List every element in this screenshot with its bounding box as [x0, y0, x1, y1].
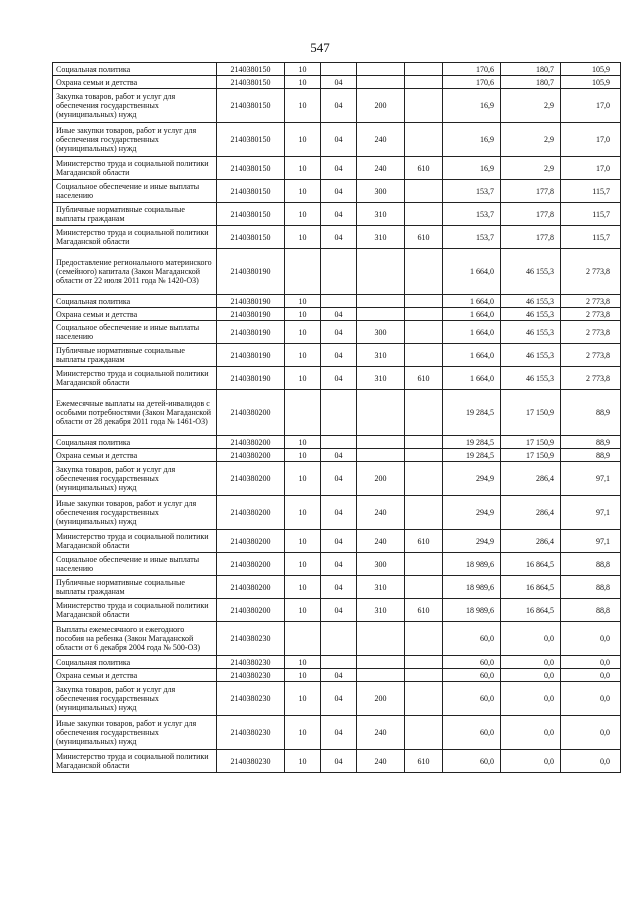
row-value-3: 97,1	[561, 530, 621, 553]
row-section: 10	[285, 716, 321, 750]
row-subsection: 04	[321, 180, 357, 203]
row-section: 10	[285, 89, 321, 123]
budget-table	[52, 62, 621, 773]
table-row	[53, 249, 621, 295]
row-department	[405, 462, 443, 496]
row-department	[405, 203, 443, 226]
row-value-2: 16 864,5	[501, 553, 561, 576]
row-value-1: 294,9	[443, 462, 501, 496]
row-subsection: 04	[321, 344, 357, 367]
table-row	[53, 367, 621, 390]
row-name: Ежемесячные выплаты на детей-инвалидов с особыми потребностями (Закон Магаданской области от 28 декабря 2011 года № 1461-ОЗ)	[53, 390, 217, 436]
row-department	[405, 669, 443, 682]
row-target-code: 2140380200	[217, 390, 285, 436]
row-department	[405, 308, 443, 321]
row-subsection	[321, 656, 357, 669]
row-value-1: 60,0	[443, 716, 501, 750]
row-value-3: 88,8	[561, 576, 621, 599]
table-row	[53, 321, 621, 344]
row-department	[405, 622, 443, 656]
row-target-code: 2140380190	[217, 295, 285, 308]
row-name: Социальная политика	[53, 436, 217, 449]
row-value-2: 46 155,3	[501, 321, 561, 344]
row-subsection	[321, 390, 357, 436]
row-target-code: 2140380150	[217, 203, 285, 226]
row-department	[405, 321, 443, 344]
row-expense-type	[357, 308, 405, 321]
row-expense-type: 310	[357, 203, 405, 226]
row-department	[405, 390, 443, 436]
row-value-2: 286,4	[501, 496, 561, 530]
row-value-3: 0,0	[561, 669, 621, 682]
table-row	[53, 123, 621, 157]
row-department	[405, 89, 443, 123]
row-value-2: 2,9	[501, 123, 561, 157]
table-row	[53, 449, 621, 462]
row-department	[405, 344, 443, 367]
row-name: Закупка товаров, работ и услуг для обеспечения государственных (муниципальных) нужд	[53, 682, 217, 716]
row-value-1: 1 664,0	[443, 295, 501, 308]
row-department: 610	[405, 599, 443, 622]
row-value-1: 60,0	[443, 669, 501, 682]
row-value-1: 19 284,5	[443, 436, 501, 449]
table-row	[53, 76, 621, 89]
row-target-code: 2140380150	[217, 76, 285, 89]
row-expense-type	[357, 656, 405, 669]
row-value-3: 115,7	[561, 180, 621, 203]
row-value-3: 2 773,8	[561, 344, 621, 367]
row-department	[405, 449, 443, 462]
row-expense-type: 240	[357, 157, 405, 180]
row-expense-type	[357, 669, 405, 682]
row-section: 10	[285, 63, 321, 76]
row-value-1: 18 989,6	[443, 599, 501, 622]
row-subsection: 04	[321, 449, 357, 462]
row-target-code: 2140380150	[217, 63, 285, 76]
table-row	[53, 750, 621, 773]
row-value-2: 16 864,5	[501, 599, 561, 622]
row-target-code: 2140380190	[217, 344, 285, 367]
row-department	[405, 436, 443, 449]
row-value-2: 0,0	[501, 682, 561, 716]
row-value-2: 46 155,3	[501, 308, 561, 321]
row-target-code: 2140380150	[217, 226, 285, 249]
row-value-2: 177,8	[501, 180, 561, 203]
table-row	[53, 496, 621, 530]
row-value-1: 19 284,5	[443, 390, 501, 436]
row-name: Министерство труда и социальной политики Магаданской области	[53, 750, 217, 773]
row-expense-type: 240	[357, 716, 405, 750]
row-value-2: 2,9	[501, 157, 561, 180]
row-name: Иные закупки товаров, работ и услуг для обеспечения государственных (муниципальных) нужд	[53, 496, 217, 530]
row-value-3: 105,9	[561, 63, 621, 76]
row-value-1: 153,7	[443, 203, 501, 226]
row-value-3: 17,0	[561, 123, 621, 157]
row-expense-type: 240	[357, 530, 405, 553]
row-target-code: 2140380150	[217, 123, 285, 157]
row-section: 10	[285, 669, 321, 682]
row-department: 610	[405, 367, 443, 390]
row-department	[405, 576, 443, 599]
row-name: Закупка товаров, работ и услуг для обеспечения государственных (муниципальных) нужд	[53, 462, 217, 496]
table-row	[53, 89, 621, 123]
row-value-3: 88,9	[561, 390, 621, 436]
row-value-1: 170,6	[443, 63, 501, 76]
row-subsection	[321, 622, 357, 656]
row-name: Социальное обеспечение и иные выплаты населению	[53, 180, 217, 203]
row-expense-type: 300	[357, 180, 405, 203]
row-target-code: 2140380190	[217, 249, 285, 295]
row-subsection: 04	[321, 367, 357, 390]
table-row	[53, 716, 621, 750]
row-name: Охрана семьи и детства	[53, 308, 217, 321]
row-value-3: 2 773,8	[561, 321, 621, 344]
row-subsection	[321, 249, 357, 295]
row-value-2: 46 155,3	[501, 344, 561, 367]
table-row	[53, 180, 621, 203]
row-name: Публичные нормативные социальные выплаты гражданам	[53, 344, 217, 367]
row-subsection: 04	[321, 157, 357, 180]
row-section: 10	[285, 682, 321, 716]
row-subsection: 04	[321, 750, 357, 773]
row-value-2: 180,7	[501, 63, 561, 76]
row-subsection: 04	[321, 496, 357, 530]
row-expense-type: 310	[357, 599, 405, 622]
row-value-1: 1 664,0	[443, 249, 501, 295]
row-value-3: 2 773,8	[561, 249, 621, 295]
row-expense-type: 310	[357, 367, 405, 390]
row-value-2: 0,0	[501, 716, 561, 750]
row-value-3: 17,0	[561, 89, 621, 123]
row-department	[405, 76, 443, 89]
row-value-3: 2 773,8	[561, 308, 621, 321]
row-value-1: 16,9	[443, 157, 501, 180]
row-name: Публичные нормативные социальные выплаты гражданам	[53, 203, 217, 226]
row-target-code: 2140380150	[217, 180, 285, 203]
row-value-2: 46 155,3	[501, 249, 561, 295]
row-section: 10	[285, 321, 321, 344]
row-value-3: 88,9	[561, 449, 621, 462]
row-name: Охрана семьи и детства	[53, 76, 217, 89]
row-expense-type: 240	[357, 123, 405, 157]
table-row	[53, 295, 621, 308]
row-department	[405, 656, 443, 669]
row-name: Предоставление регионального материнского (семейного) капитала (Закон Магаданской области от 22 июля 2011 года № 1420-ОЗ)	[53, 249, 217, 295]
row-section: 10	[285, 123, 321, 157]
row-value-2: 180,7	[501, 76, 561, 89]
row-value-2: 0,0	[501, 750, 561, 773]
row-section: 10	[285, 656, 321, 669]
row-value-2: 177,8	[501, 203, 561, 226]
row-value-3: 0,0	[561, 716, 621, 750]
row-name: Социальная политика	[53, 63, 217, 76]
row-expense-type: 310	[357, 576, 405, 599]
table-row	[53, 682, 621, 716]
row-value-1: 1 664,0	[443, 344, 501, 367]
row-name: Выплаты ежемесячного и ежегодного пособия на ребенка (Закон Магаданской области от 6 декабря 2004 года № 500-ОЗ)	[53, 622, 217, 656]
row-target-code: 2140380230	[217, 622, 285, 656]
row-section: 10	[285, 530, 321, 553]
row-value-1: 1 664,0	[443, 321, 501, 344]
row-value-2: 17 150,9	[501, 436, 561, 449]
row-expense-type: 300	[357, 321, 405, 344]
table-row	[53, 308, 621, 321]
row-target-code: 2140380230	[217, 716, 285, 750]
row-name: Министерство труда и социальной политики Магаданской области	[53, 226, 217, 249]
row-section: 10	[285, 76, 321, 89]
row-department: 610	[405, 157, 443, 180]
row-value-1: 16,9	[443, 123, 501, 157]
row-expense-type	[357, 436, 405, 449]
row-section: 10	[285, 599, 321, 622]
row-value-1: 153,7	[443, 180, 501, 203]
row-value-3: 0,0	[561, 656, 621, 669]
row-name: Охрана семьи и детства	[53, 669, 217, 682]
row-expense-type	[357, 295, 405, 308]
row-subsection: 04	[321, 716, 357, 750]
row-value-1: 18 989,6	[443, 553, 501, 576]
row-expense-type	[357, 76, 405, 89]
row-name: Публичные нормативные социальные выплаты гражданам	[53, 576, 217, 599]
row-subsection: 04	[321, 462, 357, 496]
row-department	[405, 249, 443, 295]
row-subsection: 04	[321, 669, 357, 682]
row-section	[285, 249, 321, 295]
row-section: 10	[285, 308, 321, 321]
row-subsection: 04	[321, 576, 357, 599]
row-value-2: 286,4	[501, 462, 561, 496]
row-value-3: 2 773,8	[561, 367, 621, 390]
row-name: Иные закупки товаров, работ и услуг для обеспечения государственных (муниципальных) нужд	[53, 716, 217, 750]
row-name: Охрана семьи и детства	[53, 449, 217, 462]
row-department	[405, 496, 443, 530]
row-target-code: 2140380190	[217, 367, 285, 390]
table-row	[53, 63, 621, 76]
row-subsection: 04	[321, 321, 357, 344]
row-subsection	[321, 436, 357, 449]
row-section: 10	[285, 295, 321, 308]
row-subsection: 04	[321, 89, 357, 123]
row-name: Социальное обеспечение и иные выплаты населению	[53, 553, 217, 576]
row-name: Министерство труда и социальной политики Магаданской области	[53, 530, 217, 553]
row-expense-type: 240	[357, 496, 405, 530]
row-value-3: 2 773,8	[561, 295, 621, 308]
row-section: 10	[285, 226, 321, 249]
row-target-code: 2140380200	[217, 436, 285, 449]
row-department	[405, 553, 443, 576]
row-value-1: 170,6	[443, 76, 501, 89]
row-value-3: 105,9	[561, 76, 621, 89]
row-section: 10	[285, 462, 321, 496]
row-expense-type	[357, 449, 405, 462]
row-value-1: 60,0	[443, 750, 501, 773]
row-section: 10	[285, 496, 321, 530]
row-value-3: 88,8	[561, 599, 621, 622]
row-section: 10	[285, 344, 321, 367]
row-value-1: 60,0	[443, 656, 501, 669]
table-row	[53, 656, 621, 669]
row-value-3: 0,0	[561, 750, 621, 773]
row-department	[405, 295, 443, 308]
row-expense-type	[357, 63, 405, 76]
row-department	[405, 123, 443, 157]
row-target-code: 2140380150	[217, 89, 285, 123]
row-value-3: 0,0	[561, 682, 621, 716]
row-value-2: 46 155,3	[501, 367, 561, 390]
row-target-code: 2140380200	[217, 599, 285, 622]
table-row	[53, 344, 621, 367]
row-value-1: 294,9	[443, 530, 501, 553]
row-subsection: 04	[321, 76, 357, 89]
table-row	[53, 390, 621, 436]
row-section: 10	[285, 367, 321, 390]
row-value-1: 18 989,6	[443, 576, 501, 599]
row-name: Закупка товаров, работ и услуг для обеспечения государственных (муниципальных) нужд	[53, 89, 217, 123]
row-value-1: 16,9	[443, 89, 501, 123]
row-target-code: 2140380230	[217, 656, 285, 669]
row-target-code: 2140380230	[217, 669, 285, 682]
table-row	[53, 157, 621, 180]
table-row	[53, 553, 621, 576]
row-name: Социальная политика	[53, 656, 217, 669]
row-target-code: 2140380150	[217, 157, 285, 180]
row-target-code: 2140380230	[217, 682, 285, 716]
row-expense-type: 200	[357, 462, 405, 496]
row-target-code: 2140380200	[217, 576, 285, 599]
row-value-3: 88,8	[561, 553, 621, 576]
table-row	[53, 203, 621, 226]
row-section: 10	[285, 449, 321, 462]
row-target-code: 2140380200	[217, 496, 285, 530]
row-value-1: 1 664,0	[443, 367, 501, 390]
row-department	[405, 682, 443, 716]
row-department: 610	[405, 226, 443, 249]
row-section: 10	[285, 203, 321, 226]
row-target-code: 2140380200	[217, 449, 285, 462]
row-subsection	[321, 295, 357, 308]
row-target-code: 2140380200	[217, 553, 285, 576]
row-department: 610	[405, 530, 443, 553]
row-value-2: 17 150,9	[501, 390, 561, 436]
row-name: Иные закупки товаров, работ и услуг для обеспечения государственных (муниципальных) нужд	[53, 123, 217, 157]
row-subsection: 04	[321, 530, 357, 553]
row-target-code: 2140380190	[217, 308, 285, 321]
row-value-2: 17 150,9	[501, 449, 561, 462]
row-value-2: 0,0	[501, 669, 561, 682]
row-value-2: 177,8	[501, 226, 561, 249]
row-expense-type	[357, 622, 405, 656]
table-row	[53, 530, 621, 553]
table-row	[53, 669, 621, 682]
row-section: 10	[285, 553, 321, 576]
row-value-3: 115,7	[561, 226, 621, 249]
row-value-2: 286,4	[501, 530, 561, 553]
row-subsection: 04	[321, 226, 357, 249]
row-expense-type	[357, 249, 405, 295]
row-expense-type: 200	[357, 682, 405, 716]
row-name: Министерство труда и социальной политики Магаданской области	[53, 367, 217, 390]
row-value-1: 60,0	[443, 622, 501, 656]
row-value-1: 19 284,5	[443, 449, 501, 462]
row-value-1: 153,7	[443, 226, 501, 249]
row-value-3: 88,9	[561, 436, 621, 449]
row-value-2: 46 155,3	[501, 295, 561, 308]
row-name: Министерство труда и социальной политики Магаданской области	[53, 599, 217, 622]
table-row	[53, 599, 621, 622]
table-row	[53, 436, 621, 449]
row-target-code: 2140380200	[217, 462, 285, 496]
row-target-code: 2140380230	[217, 750, 285, 773]
row-name: Социальная политика	[53, 295, 217, 308]
row-value-2: 16 864,5	[501, 576, 561, 599]
row-value-3: 17,0	[561, 157, 621, 180]
row-expense-type: 310	[357, 344, 405, 367]
row-value-2: 0,0	[501, 622, 561, 656]
row-section	[285, 390, 321, 436]
row-section	[285, 622, 321, 656]
row-value-3: 0,0	[561, 622, 621, 656]
row-value-3: 115,7	[561, 203, 621, 226]
row-value-3: 97,1	[561, 462, 621, 496]
row-name: Министерство труда и социальной политики Магаданской области	[53, 157, 217, 180]
table-body	[53, 63, 621, 773]
row-department	[405, 716, 443, 750]
table-row	[53, 462, 621, 496]
row-value-1: 294,9	[443, 496, 501, 530]
row-subsection: 04	[321, 599, 357, 622]
row-section: 10	[285, 157, 321, 180]
row-department	[405, 180, 443, 203]
page-number: 547	[310, 40, 330, 55]
row-expense-type: 240	[357, 750, 405, 773]
row-value-2: 0,0	[501, 656, 561, 669]
row-section: 10	[285, 436, 321, 449]
table-row	[53, 622, 621, 656]
table-row	[53, 226, 621, 249]
row-subsection: 04	[321, 203, 357, 226]
row-subsection: 04	[321, 553, 357, 576]
row-subsection: 04	[321, 308, 357, 321]
row-value-3: 97,1	[561, 496, 621, 530]
row-subsection: 04	[321, 682, 357, 716]
row-subsection	[321, 63, 357, 76]
row-value-1: 1 664,0	[443, 308, 501, 321]
row-expense-type: 200	[357, 89, 405, 123]
row-section: 10	[285, 576, 321, 599]
row-section: 10	[285, 750, 321, 773]
row-expense-type	[357, 390, 405, 436]
row-expense-type: 300	[357, 553, 405, 576]
row-value-1: 60,0	[443, 682, 501, 716]
row-department	[405, 63, 443, 76]
row-name: Социальное обеспечение и иные выплаты населению	[53, 321, 217, 344]
row-department: 610	[405, 750, 443, 773]
row-value-2: 2,9	[501, 89, 561, 123]
row-target-code: 2140380190	[217, 321, 285, 344]
row-subsection: 04	[321, 123, 357, 157]
row-target-code: 2140380200	[217, 530, 285, 553]
row-section: 10	[285, 180, 321, 203]
row-expense-type: 310	[357, 226, 405, 249]
table-row	[53, 576, 621, 599]
